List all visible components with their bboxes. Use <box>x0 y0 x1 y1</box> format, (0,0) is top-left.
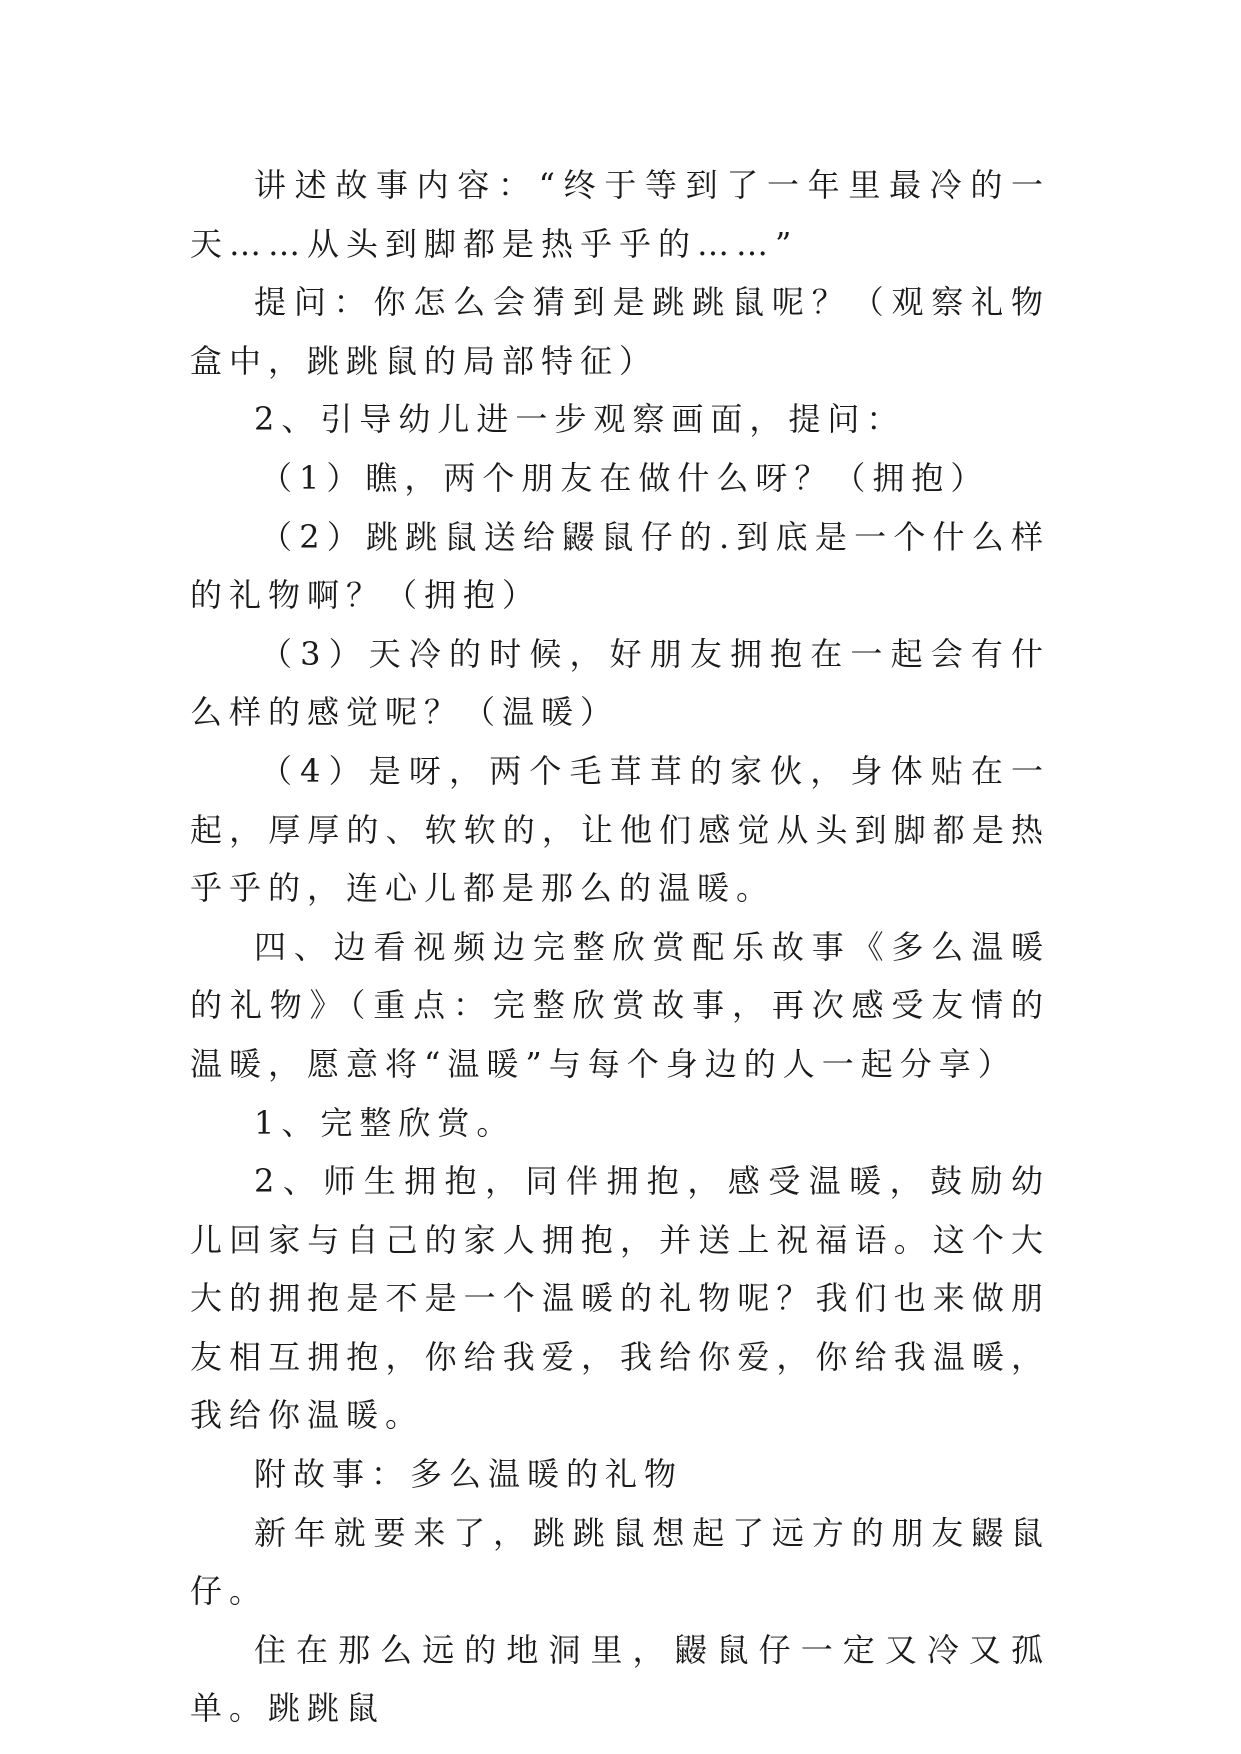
paragraph-story-line-1: 新年就要来了，跳跳鼠想起了远方的朋友鼹鼠仔。 <box>190 1513 1050 1611</box>
page-body <box>190 156 1050 1738</box>
paragraph-appendix-title: 附故事：多么温暖的礼物 <box>254 1455 684 1494</box>
paragraph-step-2-observe: 2、引导幼儿进一步观察画面，提问： <box>254 400 906 439</box>
paragraph-question-2: （2）跳跳鼠送给鼹鼠仔的.到底是一个什么样的礼物啊？（拥抱） <box>190 517 1050 615</box>
paragraph-question-guess: 提问：你怎么会猜到是跳跳鼠呢？（观察礼物盒中，跳跳鼠的局部特征） <box>190 283 1050 380</box>
paragraph-step-2-hug: 2、师生拥抱，同伴拥抱，感受温暖，鼓励幼儿回家与自己的家人拥抱，并送上祝福语。这个大大的拥抱是不是一个温暖的礼物呢？我们也来做朋友相互拥抱，你给我爱，我给你爱，你给我温暖，我给你温暖。 <box>190 1162 1050 1435</box>
paragraph-question-3: （3）天冷的时候，好朋友拥抱在一起会有什么样的感觉呢？（温暖） <box>190 634 1050 732</box>
paragraph-section-4-heading: 四、边看视频边完整欣赏配乐故事《多么温暖的礼物》（重点：完整欣赏故事，再次感受友情的温暖，愿意将“温暖”与每个身边的人一起分享） <box>190 927 1050 1083</box>
paragraph-question-1: （1）瞧，两个朋友在做什么呀？（拥抱） <box>260 458 990 497</box>
paragraph-question-4: （4）是呀，两个毛茸茸的家伙，身体贴在一起，厚厚的、软软的，让他们感觉从头到脚都是热乎乎的，连心儿都是那么的温暖。 <box>190 751 1050 908</box>
paragraph-story-narration: 讲述故事内容：“终于等到了一年里最冷的一天……从头到脚都是热乎乎的……” <box>190 166 1050 263</box>
paragraph-story-line-2: 住在那么远的地洞里，鼹鼠仔一定又冷又孤单。跳跳鼠 <box>190 1630 1050 1728</box>
paragraph-step-1-appreciate: 1、完整欣赏。 <box>254 1103 516 1142</box>
